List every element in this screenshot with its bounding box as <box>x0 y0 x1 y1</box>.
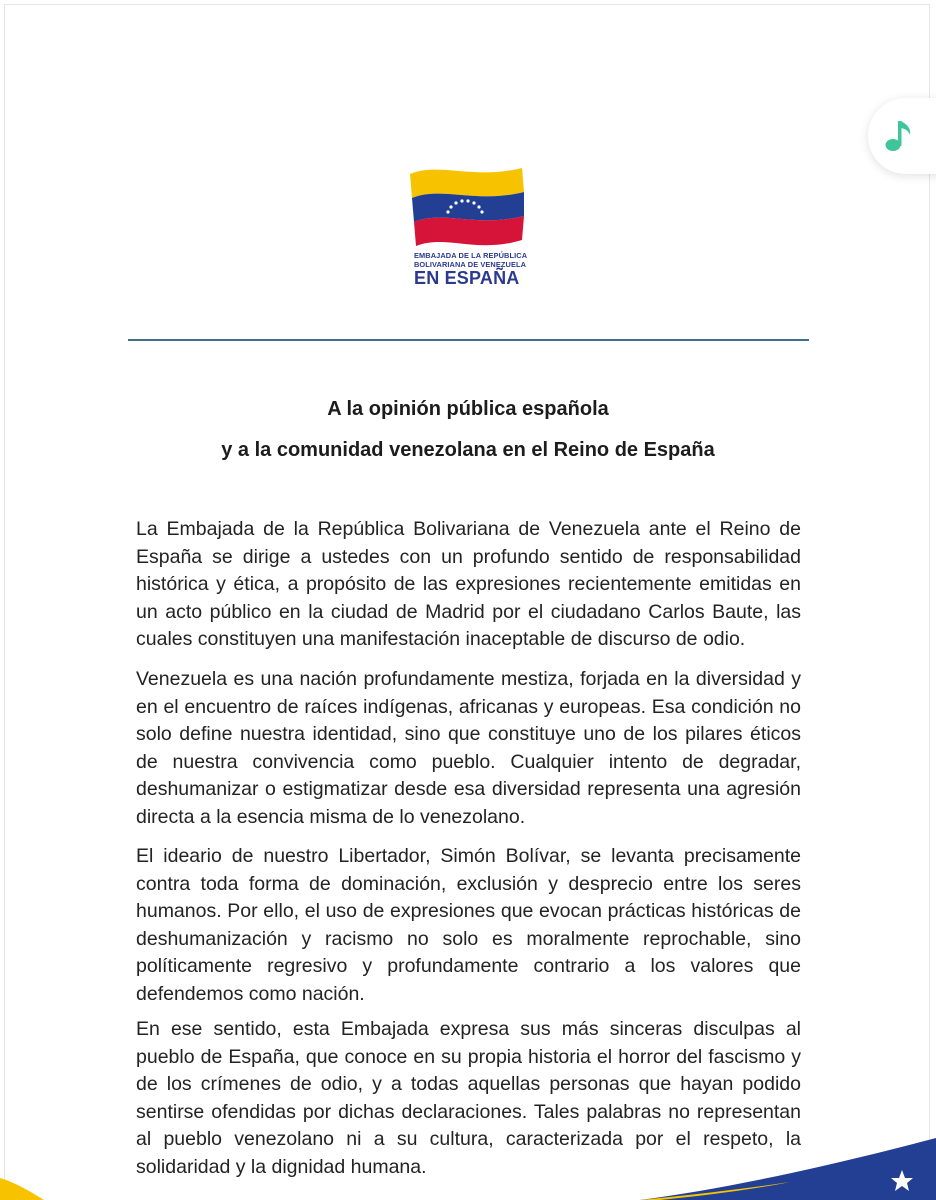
footer-blue-wave <box>640 1130 936 1200</box>
header-divider <box>128 339 809 341</box>
logo-text-line2: BOLIVARIANA DE VENEZUELA <box>414 260 527 269</box>
paragraph-2: Venezuela es una nación profundamente mestiza, forjada en la diversidad y en el encuentro de raíces indígenas, africanas y europeas. Esa condición no solo define nuestra identidad, sino que constituye uno de los pilares éticos de nuestra convivencia como pueblo. Cualquier intento de degradar, deshumanizar o estigmatizar desde esa diversidad representa una agresión directa a la esencia misma de lo venezolano. <box>136 668 801 828</box>
document-title-line2: y a la comunidad venezolana en el Reino de España <box>221 439 715 461</box>
paragraph-3: El ideario de nuestro Libertador, Simón Bolívar, se levanta precisamente contra toda forma de dominación, exclusión y desprecio entre los seres humanos. Por ello, el uso de expresiones que evocan prácticas históricas de deshumanización y racismo no solo es moralmente reprochable, sino políticamente regresivo y profundamente contrario a los valores que defendemos como nación. <box>136 845 801 1005</box>
footer-yellow-wave <box>0 1172 60 1200</box>
venezuela-flag-icon <box>404 162 534 250</box>
paragraph-4: En ese sentido, esta Embajada expresa sus más sinceras disculpas al pueblo de España, que conoce en su propia historia el horror del fascismo y de los crímenes de odio, y a todas aquellas personas que hayan podido sentirse ofendidas por dichas declaraciones. Tales palabras no representan al pueblo venezolano ni a su cultura, caracterizada por el respeto, la solidaridad y la dignidad humana. <box>136 1018 801 1178</box>
music-button[interactable] <box>868 98 936 174</box>
embassy-logo <box>404 162 534 290</box>
paragraph-1: La Embajada de la República Bolivariana de Venezuela ante el Reino de España se dirige a ustedes con un profundo sentido de responsabilidad histórica y ética, a propósito de las expresiones recientemente emitidas en un acto público en la ciudad de Madrid por el ciudadano Carlos Baute, las cuales constituyen una manifestación inaceptable de discurso de odio. <box>136 518 801 651</box>
logo-text-en-espana: EN ESPAÑA <box>414 268 520 288</box>
logo-text-line1: EMBAJADA DE LA REPÚBLICA <box>414 251 528 260</box>
music-note-icon <box>884 118 914 154</box>
document-title-line1: A la opinión pública española <box>327 398 609 420</box>
